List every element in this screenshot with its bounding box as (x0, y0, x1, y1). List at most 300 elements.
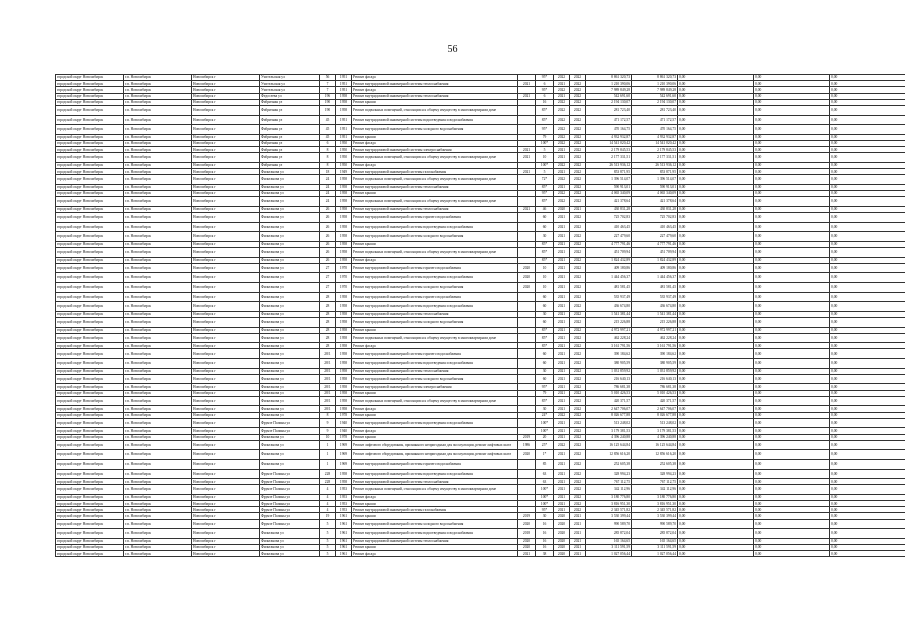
cell-owners-cost: 0,00 (830, 551, 905, 557)
cell-wear-percent: 60 (536, 349, 554, 359)
cell-municipality: городской округ Новосибирск (56, 169, 124, 175)
cell-municipality: городской округ Новосибирск (56, 93, 124, 99)
cell-regional-fund-cost: 165 164,65 (632, 538, 678, 544)
cell-municipality: городской округ Новосибирск (56, 440, 124, 450)
cell-build-year: 1958 (336, 197, 352, 207)
cell-wear-percent: 85* (536, 343, 554, 349)
cell-plan-year-end: 2021 (570, 513, 586, 519)
cell-work-type: Ремонт фасада (352, 75, 518, 81)
cell-house-number: 8 (320, 162, 336, 168)
cell-total-cost: 227 479,60 (586, 232, 632, 242)
cell-federal-cost: 0,00 (678, 551, 754, 557)
cell-total-cost: 328 994,23 (586, 469, 632, 479)
cell-plan-year-start: 2020 (554, 545, 570, 551)
cell-build-year: 1961 (336, 529, 352, 539)
cell-house-number: 19 (320, 513, 336, 519)
cell-work-type: Ремонт внутридомовой инженерной системы теплоснабжения (352, 93, 518, 99)
cell-build-year: 1958 (336, 292, 352, 302)
cell-federal-cost: 0,00 (678, 450, 754, 460)
cell-municipality: городской округ Новосибирск (56, 162, 124, 168)
cell-regional-fund-cost: 421 378,64 (632, 197, 678, 207)
cell-local-budget-cost: 0,00 (754, 545, 830, 551)
cell-regional-fund-cost: 430 831,28 (632, 206, 678, 212)
cell-settlement: г.п. Новосибирск (124, 507, 192, 513)
cell-federal-cost: 0,00 (678, 359, 754, 369)
cell-plan-year-end: 2022 (570, 485, 586, 495)
cell-local-budget-cost: 0,00 (754, 222, 830, 232)
cell-build-year: 1961 (336, 513, 352, 519)
cell-plan-year-end: 2022 (570, 197, 586, 207)
cell-wear-percent: 72* (536, 175, 554, 185)
cell-street: Фильтанова ул (260, 206, 320, 212)
cell-municipality: городской округ Новосибирск (56, 418, 124, 428)
cell-street: Фрунзе Полины ул (260, 479, 320, 485)
cell-owners-cost: 0,00 (830, 302, 905, 312)
cell-settlement: г.п. Новосибирск (124, 450, 192, 460)
cell-build-year: 1958 (336, 384, 352, 390)
cell-settlement: г.п. Новосибирск (124, 384, 192, 390)
cell-wear-percent: 100* (536, 494, 554, 500)
cell-plan-year-start: 2022 (554, 75, 570, 81)
cell-plan-year-end: 2022 (570, 418, 586, 428)
cell-settlement: г.п. Новосибирск (124, 105, 192, 115)
cell-wear-percent: 16 (536, 545, 554, 551)
cell-settlement: г.п. Новосибирск (124, 545, 192, 551)
cell-work-type: Ремонт фасада (352, 162, 518, 168)
cell-owners-cost: 0,00 (830, 241, 905, 247)
cell-plan-year-start: 2021 (554, 349, 570, 359)
cell-settlement: г.п. Новосибирск (124, 162, 192, 168)
cell-build-year: 1958 (336, 469, 352, 479)
cell-city: Новосибирск г (192, 513, 260, 519)
cell-house-number: 190 (320, 105, 336, 115)
cell-build-year: 1958 (336, 105, 352, 115)
cell-local-budget-cost: 0,00 (754, 302, 830, 312)
cell-total-cost: 4 396 240,88 (586, 434, 632, 440)
cell-house-number: 28 (320, 327, 336, 333)
cell-wear-percent: 85* (536, 197, 554, 207)
cell-prev-repair-year: 2020 (518, 282, 536, 292)
cell-owners-cost: 0,00 (830, 75, 905, 81)
cell-build-year: 1940 (336, 418, 352, 428)
cell-build-year: 1958 (336, 359, 352, 369)
cell-local-budget-cost: 0,00 (754, 359, 830, 369)
cell-municipality: городской округ Новосибирск (56, 206, 124, 212)
cell-local-budget-cost: 0,00 (754, 184, 830, 190)
cell-settlement: г.п. Новосибирск (124, 428, 192, 434)
cell-street: Фильтанова ул (260, 343, 320, 349)
cell-street: Учительская ул (260, 87, 320, 93)
cell-regional-fund-cost: 1 824 432,89 (632, 257, 678, 263)
cell-owners-cost: 0,00 (830, 232, 905, 242)
cell-prev-repair-year: 2020 (518, 538, 536, 544)
cell-settlement: г.п. Новосибирск (124, 247, 192, 257)
cell-street: Фильтанова ул (260, 222, 320, 232)
cell-work-type: Ремонт внутридомовой инженерной системы холодного водоснабжения (352, 232, 518, 242)
cell-regional-fund-cost: 4 972 997,21 (632, 327, 678, 333)
cell-plan-year-start: 2021 (554, 396, 570, 406)
cell-wear-percent: 60 (536, 359, 554, 369)
cell-regional-fund-cost: 4 396 240,88 (632, 434, 678, 440)
cell-owners-cost: 0,00 (830, 507, 905, 513)
cell-wear-percent: 16 (536, 538, 554, 544)
cell-owners-cost: 0,00 (830, 140, 905, 146)
table-row (56, 213, 905, 223)
cell-total-cost: 3 179 381,53 (586, 428, 632, 434)
cell-plan-year-end: 2022 (570, 115, 586, 125)
cell-plan-year-start: 2021 (554, 343, 570, 349)
cell-plan-year-end: 2022 (570, 273, 586, 283)
cell-plan-year-start: 2021 (554, 374, 570, 384)
cell-work-type: Ремонт подвальных помещений, относящихся к общему имуществу в многоквартирном доме (352, 175, 518, 185)
cell-house-number: 228 (320, 479, 336, 485)
cell-build-year: 1953 (336, 501, 352, 507)
cell-local-budget-cost: 0,00 (754, 206, 830, 212)
cell-street: Фильтанова ул (260, 317, 320, 327)
cell-house-number: 1 (320, 459, 336, 469)
cell-local-budget-cost: 0,00 (754, 115, 830, 125)
cell-build-year: 1958 (336, 317, 352, 327)
cell-city: Новосибирск г (192, 545, 260, 551)
cell-plan-year-start: 2021 (554, 263, 570, 273)
cell-city: Новосибирск г (192, 485, 260, 495)
cell-local-budget-cost: 0,00 (754, 327, 830, 333)
cell-settlement: г.п. Новосибирск (124, 257, 192, 263)
cell-city: Новосибирск г (192, 257, 260, 263)
cell-city: Новосибирск г (192, 81, 260, 87)
cell-owners-cost: 0,00 (830, 459, 905, 469)
cell-total-cost: 3 816 951,30 (586, 501, 632, 507)
cell-local-budget-cost: 0,00 (754, 292, 830, 302)
cell-work-type: Ремонт внутридомовой инженерной системы водоотведения и водоснабжения (352, 302, 518, 312)
cell-local-budget-cost: 0,00 (754, 247, 830, 257)
cell-plan-year-end: 2022 (570, 169, 586, 175)
cell-federal-cost: 0,00 (678, 222, 754, 232)
cell-house-number: 28 (320, 302, 336, 312)
cell-owners-cost: 0,00 (830, 317, 905, 327)
cell-municipality: городской округ Новосибирск (56, 292, 124, 302)
cell-regional-fund-cost: 410 463,45 (632, 222, 678, 232)
cell-wear-percent: 95* (536, 75, 554, 81)
cell-house-number: 56 (320, 75, 336, 81)
cell-total-cost: 767 112,75 (586, 479, 632, 485)
cell-municipality: городской округ Новосибирск (56, 479, 124, 485)
cell-federal-cost: 0,00 (678, 197, 754, 207)
cell-municipality: городской округ Новосибирск (56, 125, 124, 135)
cell-wear-percent: 60 (536, 317, 554, 327)
cell-local-budget-cost: 0,00 (754, 175, 830, 185)
cell-plan-year-start: 2021 (554, 81, 570, 87)
cell-house-number: 5 (320, 545, 336, 551)
cell-street: Фильтанова ул (260, 412, 320, 418)
cell-plan-year-start: 2021 (554, 169, 570, 175)
cell-city: Новосибирск г (192, 282, 260, 292)
cell-house-number: 4 (320, 494, 336, 500)
cell-plan-year-start: 2021 (554, 153, 570, 163)
cell-street: Фабричная ул (260, 147, 320, 153)
cell-plan-year-end: 2022 (570, 494, 586, 500)
cell-owners-cost: 0,00 (830, 247, 905, 257)
cell-city: Новосибирск г (192, 153, 260, 163)
cell-settlement: г.п. Новосибирск (124, 263, 192, 273)
cell-city: Новосибирск г (192, 311, 260, 317)
cell-build-year: 1949 (336, 169, 352, 175)
cell-total-cost: 420 371,57 (586, 396, 632, 406)
table-row (56, 273, 905, 283)
cell-work-type: Ремонт внутридомовой инженерной системы теплоснабжения (352, 479, 518, 485)
cell-owners-cost: 0,00 (830, 538, 905, 544)
cell-regional-fund-cost: 471 172,57 (632, 115, 678, 125)
cell-house-number: 8 (320, 412, 336, 418)
cell-city: Новосибирск г (192, 390, 260, 396)
cell-plan-year-start: 2022 (554, 134, 570, 140)
cell-local-budget-cost: 0,00 (754, 263, 830, 273)
cell-house-number: 28/1 (320, 396, 336, 406)
cell-federal-cost: 0,00 (678, 459, 754, 469)
cell-city: Новосибирск г (192, 206, 260, 212)
cell-wear-percent: 46 (536, 206, 554, 212)
cell-municipality: городской округ Новосибирск (56, 99, 124, 105)
cell-house-number: 28/1 (320, 384, 336, 390)
cell-house-number: 9 (320, 418, 336, 428)
cell-wear-percent: 85* (536, 333, 554, 343)
cell-owners-cost: 0,00 (830, 206, 905, 212)
cell-prev-repair-year: 2021 (518, 169, 536, 175)
cell-wear-percent: 79 (536, 390, 554, 396)
cell-regional-fund-cost: 16 125 644,84 (632, 440, 678, 450)
cell-build-year: 1958 (336, 396, 352, 406)
cell-plan-year-start: 2021 (554, 302, 570, 312)
cell-street: Фильтанова ул (260, 529, 320, 539)
cell-federal-cost: 0,00 (678, 494, 754, 500)
cell-municipality: городской округ Новосибирск (56, 232, 124, 242)
cell-total-cost: 8 026 677,88 (586, 412, 632, 418)
cell-plan-year-end: 2022 (570, 374, 586, 384)
cell-wear-percent: 85* (536, 184, 554, 190)
cell-owners-cost: 0,00 (830, 545, 905, 551)
cell-plan-year-end: 2022 (570, 302, 586, 312)
cell-federal-cost: 0,00 (678, 93, 754, 99)
cell-house-number: 8 (320, 153, 336, 163)
cell-city: Новосибирск г (192, 125, 260, 135)
cell-local-budget-cost: 0,00 (754, 93, 830, 99)
cell-plan-year-start: 2021 (554, 282, 570, 292)
cell-street: Фильтанова ул (260, 213, 320, 223)
cell-federal-cost: 0,00 (678, 545, 754, 551)
cell-settlement: г.п. Новосибирск (124, 494, 192, 500)
cell-federal-cost: 0,00 (678, 396, 754, 406)
cell-prev-repair-year: 2021 (518, 81, 536, 87)
cell-settlement: г.п. Новосибирск (124, 418, 192, 428)
cell-build-year: 1958 (336, 368, 352, 374)
cell-regional-fund-cost: 4 065 340,09 (632, 191, 678, 197)
cell-federal-cost: 0,00 (678, 311, 754, 317)
cell-work-type: Ремонт фасада (352, 140, 518, 146)
cell-build-year: 1958 (336, 222, 352, 232)
cell-municipality: городской округ Новосибирск (56, 412, 124, 418)
cell-regional-fund-cost: 535 937,49 (632, 292, 678, 302)
cell-prev-repair-year (518, 115, 536, 125)
cell-plan-year-end: 2022 (570, 147, 586, 153)
cell-build-year: 1958 (336, 175, 352, 185)
cell-plan-year-end: 2022 (570, 263, 586, 273)
cell-owners-cost: 0,00 (830, 374, 905, 384)
cell-owners-cost: 0,00 (830, 263, 905, 273)
cell-house-number: 196 (320, 93, 336, 99)
cell-federal-cost: 0,00 (678, 257, 754, 263)
cell-city: Новосибирск г (192, 349, 260, 359)
cell-work-type: Ремонт подвальных помещений, относящихся к общему имуществу в многоквартирном доме (352, 333, 518, 343)
cell-wear-percent: 60 (536, 222, 554, 232)
cell-federal-cost: 0,00 (678, 519, 754, 529)
table-row (56, 153, 905, 163)
cell-house-number: 28/1 (320, 390, 336, 396)
cell-local-budget-cost: 0,00 (754, 162, 830, 168)
table-row (56, 529, 905, 539)
cell-prev-repair-year (518, 349, 536, 359)
cell-plan-year-end: 2022 (570, 434, 586, 440)
cell-city: Новосибирск г (192, 169, 260, 175)
cell-city: Новосибирск г (192, 99, 260, 105)
cell-work-type: Ремонт лифтового оборудования, признанного непригодным для эксплуатации, ремонт лифтовых шахт (352, 440, 518, 450)
cell-work-type: Ремонт внутридомовой инженерной системы горячего водоснабжения (352, 263, 518, 273)
cell-owners-cost: 0,00 (830, 494, 905, 500)
cell-local-budget-cost: 0,00 (754, 406, 830, 412)
cell-federal-cost: 0,00 (678, 263, 754, 273)
cell-local-budget-cost: 0,00 (754, 134, 830, 140)
cell-total-cost: 1 027 056,44 (586, 551, 632, 557)
cell-build-year: 1970 (336, 273, 352, 283)
cell-city: Новосибирск г (192, 368, 260, 374)
cell-federal-cost: 0,00 (678, 206, 754, 212)
cell-total-cost: 990 589,70 (586, 519, 632, 529)
cell-wear-percent: 85* (536, 247, 554, 257)
cell-regional-fund-cost: 590 913,01 (632, 184, 678, 190)
cell-work-type: Ремонт внутридомовой инженерной системы теплоснабжения (352, 311, 518, 317)
cell-regional-fund-cost: 767 112,75 (632, 479, 678, 485)
cell-plan-year-end: 2022 (570, 412, 586, 418)
cell-plan-year-end: 2022 (570, 125, 586, 135)
cell-plan-year-start: 2021 (554, 507, 570, 513)
cell-owners-cost: 0,00 (830, 469, 905, 479)
cell-street: Фильтанова ул (260, 232, 320, 242)
cell-city: Новосибирск г (192, 469, 260, 479)
cell-federal-cost: 0,00 (678, 81, 754, 87)
cell-federal-cost: 0,00 (678, 384, 754, 390)
cell-build-year: 1950 (336, 147, 352, 153)
cell-wear-percent: 30 (536, 513, 554, 519)
cell-work-type: Ремонт внутридомовой инженерной системы водоотведения и водоснабжения (352, 418, 518, 428)
cell-work-type: Ремонт подвальных помещений, относящихся к общему имуществу в многоквартирном доме (352, 247, 518, 257)
cell-owners-cost: 0,00 (830, 501, 905, 507)
cell-municipality: городской округ Новосибирск (56, 302, 124, 312)
cell-settlement: г.п. Новосибирск (124, 206, 192, 212)
cell-owners-cost: 0,00 (830, 450, 905, 460)
cell-build-year: 1951 (336, 115, 352, 125)
cell-local-budget-cost: 0,00 (754, 501, 830, 507)
cell-plan-year-start: 2021 (554, 359, 570, 369)
cell-street: Фильтанова ул (260, 406, 320, 412)
cell-regional-fund-cost: 2 179 845,53 (632, 147, 678, 153)
cell-regional-fund-cost: 216 640,13 (632, 374, 678, 384)
cell-owners-cost: 0,00 (830, 184, 905, 190)
cell-work-type: Ремонт внутридомовой инженерной системы холодного водоснабжения (352, 519, 518, 529)
cell-plan-year-start: 2022 (554, 87, 570, 93)
cell-street: Фабричная ул (260, 105, 320, 115)
cell-street: Фрунзе Полины ул (260, 469, 320, 479)
cell-wear-percent: 24* (536, 412, 554, 418)
cell-house-number: 28/1 (320, 368, 336, 374)
cell-local-budget-cost: 0,00 (754, 494, 830, 500)
cell-house-number: 26 (320, 257, 336, 263)
cell-municipality: городской округ Новосибирск (56, 317, 124, 327)
cell-house-number: 4 (320, 485, 336, 495)
cell-settlement: г.п. Новосибирск (124, 434, 192, 440)
cell-owners-cost: 0,00 (830, 440, 905, 450)
cell-settlement: г.п. Новосибирск (124, 302, 192, 312)
cell-settlement: г.п. Новосибирск (124, 115, 192, 125)
cell-owners-cost: 0,00 (830, 412, 905, 418)
cell-build-year: 1950 (336, 162, 352, 168)
cell-house-number: 26 (320, 241, 336, 247)
cell-house-number: 26 (320, 206, 336, 212)
cell-local-budget-cost: 0,00 (754, 87, 830, 93)
cell-plan-year-end: 2022 (570, 153, 586, 163)
cell-work-type: Ремонт подвальных помещений, относящихся к общему имуществу в многоквартирном доме (352, 153, 518, 163)
cell-street: Фабричная ул (260, 162, 320, 168)
cell-regional-fund-cost: 3 161 791,56 (632, 343, 678, 349)
cell-settlement: г.п. Новосибирск (124, 99, 192, 105)
cell-municipality: городской округ Новосибирск (56, 175, 124, 185)
cell-owners-cost: 0,00 (830, 292, 905, 302)
cell-build-year: 1953 (336, 485, 352, 495)
cell-municipality: городской округ Новосибирск (56, 81, 124, 87)
cell-house-number: 10 (320, 434, 336, 440)
cell-work-type: Ремонт внутридомовой инженерной системы водоотведения и водоснабжения (352, 359, 518, 369)
cell-settlement: г.п. Новосибирск (124, 93, 192, 99)
cell-wear-percent: 10 (536, 153, 554, 163)
table-row (56, 440, 905, 450)
cell-wear-percent: 100* (536, 501, 554, 507)
table-row (56, 115, 905, 125)
cell-settlement: г.п. Новосибирск (124, 390, 192, 396)
cell-municipality: городской округ Новосибирск (56, 263, 124, 273)
cell-federal-cost: 0,00 (678, 169, 754, 175)
cell-regional-fund-cost: 470 164,75 (632, 125, 678, 135)
cell-federal-cost: 0,00 (678, 333, 754, 343)
cell-municipality: городской округ Новосибирск (56, 551, 124, 557)
cell-build-year: 1950 (336, 140, 352, 146)
cell-wear-percent: 85* (536, 115, 554, 125)
cell-city: Новосибирск г (192, 134, 260, 140)
cell-total-cost: 1 541 381,44 (586, 311, 632, 317)
cell-plan-year-end: 2021 (570, 529, 586, 539)
cell-work-type: Ремонт внутридомовой инженерной системы электроснабжения (352, 147, 518, 153)
cell-plan-year-start: 2020 (554, 551, 570, 557)
cell-house-number: 28/1 (320, 349, 336, 359)
cell-wear-percent: 16 (536, 529, 554, 539)
cell-local-budget-cost: 0,00 (754, 418, 830, 428)
table-row (56, 459, 905, 469)
cell-street: Фильтанова ул (260, 197, 320, 207)
cell-total-cost: 26 513 936,12 (586, 162, 632, 168)
cell-regional-fund-cost: 4 777 791,46 (632, 241, 678, 247)
cell-regional-fund-cost: 1 396 514,07 (632, 175, 678, 185)
cell-total-cost: 4 932 932,87 (586, 134, 632, 140)
cell-regional-fund-cost: 542 691,60 (632, 93, 678, 99)
table-row (56, 263, 905, 273)
cell-plan-year-end: 2022 (570, 162, 586, 168)
